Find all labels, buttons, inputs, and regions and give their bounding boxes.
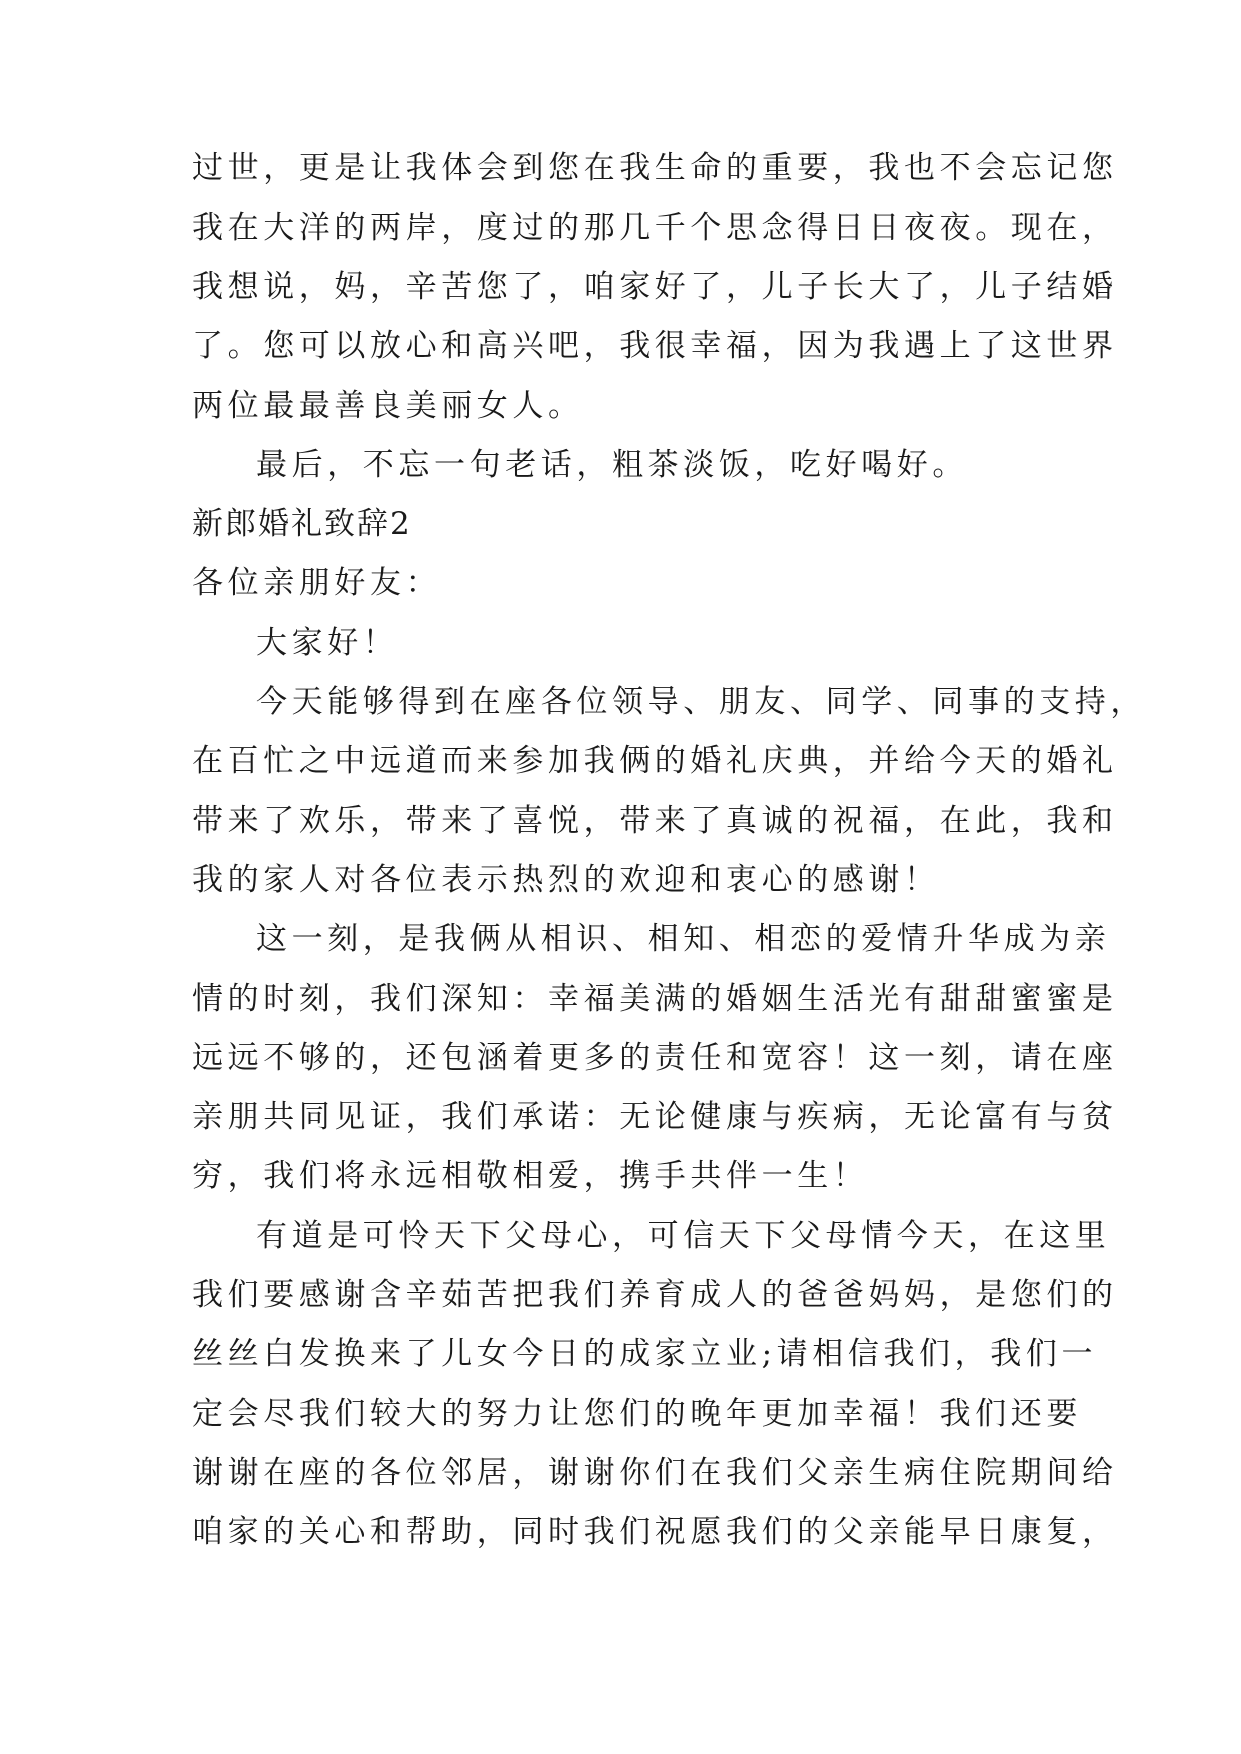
paragraph-first-line: 有道是可怜天下父母心，可信天下父母情今天，在这里: [256, 1218, 1111, 1254]
text-line: 情的时刻，我们深知：幸福美满的婚姻生活光有甜甜蜜蜜是: [192, 981, 1118, 1017]
paragraph-first-line: 最后，不忘一句老话，粗茶淡饭，吃好喝好。: [256, 447, 968, 483]
text-line: 我在大洋的两岸，度过的那几千个思念得日日夜夜。现在，: [192, 210, 1118, 246]
text-line: 远远不够的，还包涵着更多的责任和宽容！这一刻，请在座: [192, 1040, 1118, 1076]
text-line: 过世，更是让我体会到您在我生命的重要，我也不会忘记您: [192, 150, 1118, 186]
text-line: 咱家的关心和帮助，同时我们祝愿我们的父亲能早日康复，: [192, 1514, 1118, 1550]
greeting: 大家好！: [256, 625, 399, 661]
text-line: 在百忙之中远道而来参加我俩的婚礼庆典，并给今天的婚礼: [192, 743, 1118, 779]
paragraph-first-line: 这一刻，是我俩从相识、相知、相恋的爱情升华成为亲: [256, 921, 1111, 957]
text-line: 两位最最善良美丽女人。: [192, 388, 584, 424]
section-heading: 新郎婚礼致辞2: [192, 506, 412, 542]
text-line: 我们要感谢含辛茹苦把我们养育成人的爸爸妈妈，是您们的: [192, 1277, 1118, 1313]
salutation: 各位亲朋好友：: [192, 565, 442, 601]
text-line: 亲朋共同见证，我们承诺：无论健康与疾病，无论富有与贫: [192, 1099, 1118, 1135]
paragraph-first-line: 今天能够得到在座各位领导、朋友、同学、同事的支持，: [256, 684, 1146, 720]
text-line: 丝丝白发换来了儿女今日的成家立业;请相信我们，我们一: [192, 1336, 1098, 1372]
text-line: 了。您可以放心和高兴吧，我很幸福，因为我遇上了这世界: [192, 328, 1118, 364]
text-line: 谢谢在座的各位邻居，谢谢你们在我们父亲生病住院期间给: [192, 1455, 1118, 1491]
text-line: 我想说，妈，辛苦您了，咱家好了，儿子长大了，儿子结婚: [192, 269, 1118, 305]
text-line: 带来了欢乐，带来了喜悦，带来了真诚的祝福，在此，我和: [192, 803, 1118, 839]
text-line: 定会尽我们较大的努力让您们的晚年更加幸福！我们还要: [192, 1396, 1082, 1432]
text-line: 穷，我们将永远相敬相爱，携手共伴一生！: [192, 1158, 869, 1194]
text-line: 我的家人对各位表示热烈的欢迎和衷心的感谢！: [192, 862, 940, 898]
